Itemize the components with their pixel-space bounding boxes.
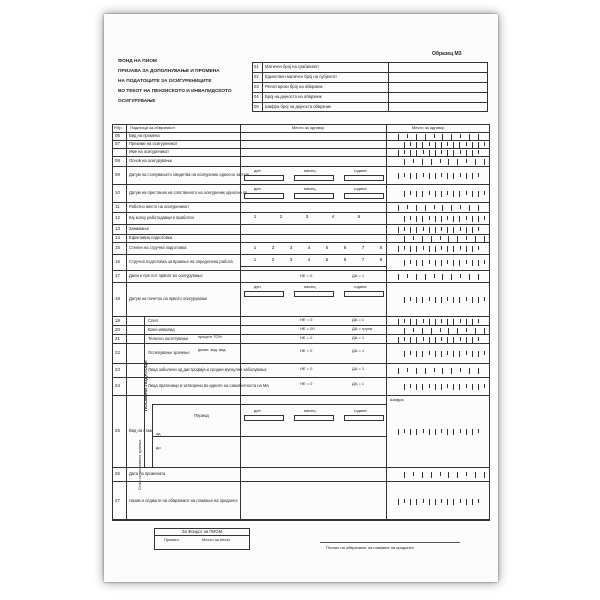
row-number: 07: [115, 141, 120, 146]
date-part-label: година: [354, 168, 367, 173]
date-part-label: месец: [304, 168, 316, 173]
row-label: Датум на почеток на првото осигурување: [129, 296, 208, 301]
code-label: Шифра: [390, 397, 404, 402]
option-no: НЕ = 0: [300, 348, 313, 353]
row-number: 25: [115, 428, 120, 433]
title-line: ПРИЈАВА ЗА ДОПОЛНУВАЊЕ И ПРОМЕНА: [118, 69, 220, 74]
option-number: 1: [253, 214, 257, 219]
row-number: 06: [115, 133, 120, 138]
row-number: 13: [115, 226, 120, 231]
date-part-label: година: [354, 186, 367, 191]
period-to: до: [156, 445, 161, 450]
option-number: 8: [379, 245, 383, 250]
row-label: Работно место на осигуреникот: [129, 204, 190, 209]
date-part-label: месец: [304, 186, 316, 191]
row-number: 17: [115, 273, 120, 278]
option-yes: ДА = 1: [352, 366, 365, 371]
option-number: 7: [361, 257, 365, 262]
option-no: НЕ = 0: [300, 317, 313, 322]
date-box: [244, 175, 284, 181]
row-number: 21: [115, 335, 120, 341]
option-number: 5: [357, 214, 361, 219]
entry-ticks: [398, 319, 478, 325]
option-number: 4: [307, 257, 311, 262]
date-box: [244, 415, 284, 421]
row-label: Презиме на осигуреникот: [129, 141, 178, 146]
received-label: Примил: [164, 537, 179, 542]
entry-ticks: [404, 328, 484, 334]
row-label: Единствен матичен број на субјектот: [265, 74, 337, 79]
row-number: 10: [115, 190, 120, 195]
row-number: 22: [115, 350, 120, 355]
entry-ticks: [404, 384, 484, 390]
row-number: 12: [115, 215, 120, 220]
date-box: [294, 415, 334, 421]
date-part-label: ден: [254, 186, 261, 191]
entry-ticks: [404, 159, 484, 165]
col-header-label: Податоци за обврзникот: [130, 125, 176, 130]
option-number: 3: [305, 214, 309, 219]
row-label: Степен на стручна подготовка: [129, 245, 187, 250]
option-number: 6: [343, 257, 347, 262]
row-number: 19: [115, 317, 120, 323]
option-number: 4: [331, 214, 335, 219]
option-number: 3: [289, 245, 293, 250]
option-number: 2: [271, 257, 275, 262]
entry-ticks: [398, 274, 478, 280]
entry-ticks: [404, 297, 484, 303]
option-yes: ДА = 1: [352, 317, 365, 322]
title-line: ФОНД НА ПИОМ: [118, 59, 157, 64]
entry-ticks: [404, 351, 484, 357]
side-label: ПОСЕБНИ ПОДАТОЦИ: [143, 360, 148, 411]
pio-title: За Фондот на ПИОМ: [182, 529, 223, 534]
date-box: [294, 175, 334, 181]
row-label: Основ на осигурување: [129, 158, 173, 163]
row-number: 15: [115, 245, 120, 250]
date-box: [244, 291, 284, 297]
signature-label: Потпис на обврзникот на плаќање на придонес: [326, 545, 414, 550]
row-label: Вид на стаж: [129, 428, 153, 433]
date-box: [344, 175, 384, 181]
date-part-label: година: [354, 284, 367, 289]
row-label: Телесно оштетување: [148, 335, 189, 341]
row-number: 20: [115, 326, 120, 332]
row-label: Датум на стапувањето свидетва на осигуреник односно заснов: [129, 172, 250, 177]
row-number: 11: [115, 204, 120, 209]
row-number: 05: [254, 104, 259, 109]
date-part-label: година: [354, 408, 367, 413]
entry-ticks: [404, 216, 484, 222]
entry-ticks: [398, 337, 478, 343]
entry-ticks: [398, 205, 478, 211]
row-label: Број на дејноста на обврзник: [265, 94, 322, 99]
date-part-label: месец: [304, 284, 316, 289]
row-label: Ефективна подготовка: [129, 235, 173, 240]
row-label: Лица пратеници и затворени во идните на самобитноста на Ма: [148, 383, 269, 388]
signature-line: [320, 542, 460, 543]
option-number: 1: [253, 245, 257, 250]
date-part-label: ден: [254, 408, 261, 413]
row-number: 02: [254, 74, 259, 79]
row-label: Назив и седиште на обврзникот на плаќање на придонес: [129, 497, 238, 503]
date-part-label: ден: [254, 168, 261, 173]
option-number: 2: [271, 245, 275, 250]
option-number: 3: [289, 257, 293, 262]
option-yes: ДА = 1: [352, 273, 365, 278]
row-label: Дали е пре пот првпат во осигурување: [129, 273, 203, 278]
row-label: Слеп: [148, 317, 158, 323]
row-number: 09: [115, 172, 120, 177]
option-no: НЕ = 0: [300, 335, 313, 340]
row-number: 26: [115, 471, 120, 476]
row-label: Ослепување зрачење: [148, 350, 190, 355]
title-line: НА ПОДАТОЦИТЕ ЗА ОСИГУРЕНИЦИТЕ: [118, 79, 212, 84]
vision-percent: демит. вид. вид.: [198, 348, 227, 352]
row-label: Датум на престанок на сопственото на осигуреник односно пр: [129, 190, 248, 195]
row-label: Вид на промена: [129, 133, 160, 138]
col-header-place: Место за одговор: [292, 125, 325, 130]
row-label: Занимање: [129, 226, 149, 231]
option-yes: ДА = 1: [352, 381, 365, 386]
date-box: [244, 193, 284, 199]
row-number: 24: [115, 383, 120, 388]
entry-ticks: [398, 173, 478, 179]
date-part-label: ден: [254, 284, 261, 289]
row-number: 18: [115, 296, 120, 301]
option-number: 8: [379, 257, 383, 262]
period-label: Период: [194, 413, 209, 418]
side-label-stage: Стаж со зголемено траење: [137, 439, 142, 490]
seal-label: Место за печат: [202, 537, 231, 542]
date-box: [294, 291, 334, 297]
row-number: 04: [254, 94, 259, 99]
option-yes: ДА = група: [352, 326, 372, 331]
entry-ticks: [404, 472, 484, 478]
option-no: НЕ = 0: [300, 366, 313, 371]
row-label: Воен инвалид: [148, 326, 175, 332]
entry-ticks: [404, 142, 484, 148]
entry-ticks: [398, 368, 478, 374]
row-number: 08: [115, 158, 120, 163]
row-label: Матичен број на граѓанинот: [265, 64, 320, 69]
option-number: 5: [325, 257, 329, 262]
title-line: ВО ТЕКОТ НА ПЕНЗИСКОТО И ИНВАЛИДСКОТО: [118, 89, 232, 94]
row-label: Регистарски број на обврзник: [265, 84, 323, 89]
form-code: Образец М3: [432, 51, 462, 57]
title-line: ОСИГУРУВАЊЕ: [118, 99, 156, 104]
option-yes: ДА = 1: [352, 348, 365, 353]
row-label: Лица заболени од дистрофија и сродни мускулни заболувања: [148, 367, 267, 372]
option-number: 5: [325, 245, 329, 250]
row-label: Дата на промената: [129, 471, 166, 476]
date-part-label: месец: [304, 408, 316, 413]
option-no: НЕ = 0: [300, 273, 313, 278]
row-number: 16: [115, 259, 120, 264]
entry-ticks: [404, 236, 484, 242]
entry-ticks: [398, 134, 478, 140]
entry-ticks: [398, 246, 478, 252]
row-label: Стручна подготовка за вршење на определена работа: [129, 259, 233, 264]
row-number: 27: [115, 497, 120, 503]
row-number: 23: [115, 367, 120, 372]
col-header-entry: Место за одговор: [412, 125, 445, 130]
entry-ticks: [398, 227, 478, 233]
row-label: Кај колку работодавци е вработен: [129, 215, 194, 220]
row-number: 03: [254, 84, 259, 89]
option-number: 2: [279, 214, 283, 219]
entry-ticks: [398, 150, 478, 156]
option-number: 6: [343, 245, 347, 250]
entry-ticks: [398, 499, 478, 505]
date-box: [294, 193, 334, 199]
disability-percent: процент ТО%: [198, 335, 222, 339]
option-yes: ДА = 1: [352, 335, 365, 340]
row-label: Име на осигуреникот: [129, 149, 169, 154]
date-box: [344, 415, 384, 421]
entry-ticks: [398, 429, 478, 435]
row-label: Шифра број на дејноста обврзник: [265, 104, 331, 109]
entry-ticks: [404, 260, 484, 266]
row-number: 14: [115, 235, 120, 240]
option-number: 7: [361, 245, 365, 250]
date-box: [344, 291, 384, 297]
option-number: 4: [307, 245, 311, 250]
period-from: од: [156, 431, 161, 436]
date-box: [344, 193, 384, 199]
option-no: НЕ = 00: [300, 326, 315, 331]
option-number: 1: [253, 257, 257, 262]
entry-ticks: [404, 191, 484, 197]
option-no: НЕ = 0: [300, 381, 313, 386]
form-sheet: [104, 14, 498, 582]
row-number: 01: [254, 64, 259, 69]
col-header-no: Р.бр.: [114, 125, 123, 130]
